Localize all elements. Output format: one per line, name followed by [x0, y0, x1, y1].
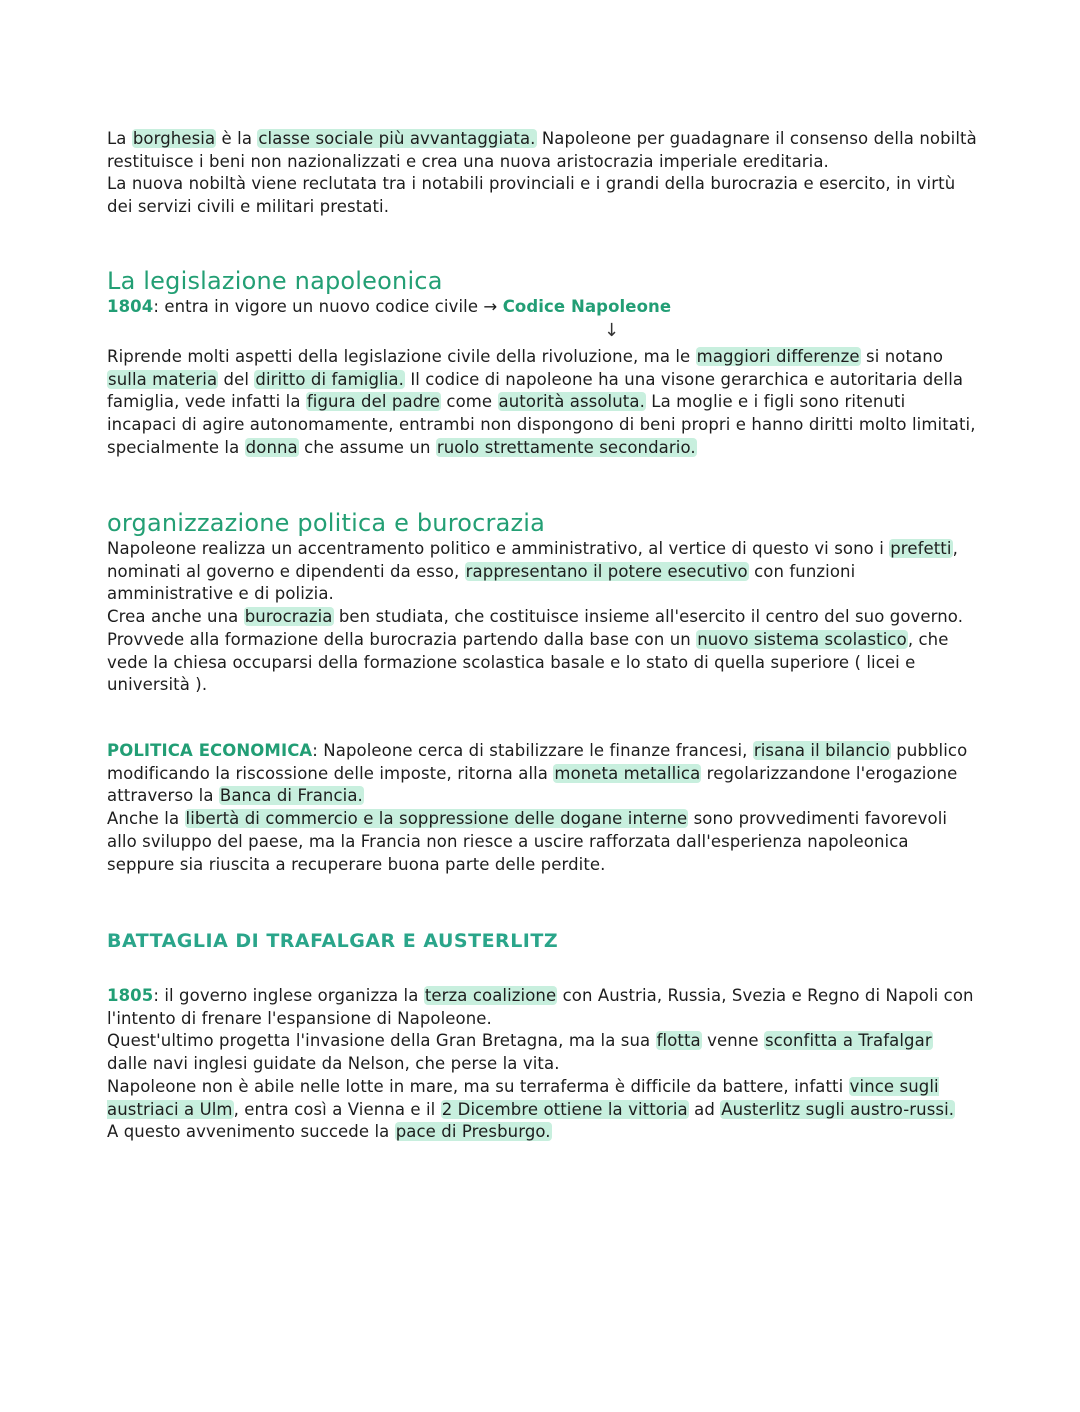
text: La moglie e i figli sono ritenuti incapaci di agire autonomamente, entrambi non dispongono di beni propri e hanno diritti molto limitati, specialmente la [107, 392, 976, 457]
text: , che vede la chiesa occuparsi della formazione scolastica basale e lo stato di quella superiore ( licei e università ). [107, 629, 949, 695]
text: venne [701, 1031, 764, 1051]
text: La [107, 129, 132, 148]
text: del [218, 369, 255, 389]
text: Il codice di napoleone ha una visone gerarchica e autoritaria della famiglia, vede infatti la [107, 369, 964, 412]
section-title: BATTAGLIA DI TRAFALGAR E AUSTERLITZ [107, 930, 559, 952]
highlight: autorità assoluta. [498, 392, 645, 412]
legislation-paragraph [107, 346, 977, 460]
text: con Austria, Russia, Svezia e Regno di Napoli con l'intento di frenare l'espansione di Napoleone. [107, 986, 974, 1028]
text: ben studiata, che costituisce insieme all'esercito il centro del suo governo. [333, 607, 964, 627]
arrow-down-icon: ↓ [604, 320, 620, 341]
highlight: sulla materia [108, 369, 218, 389]
commerce-paragraph [107, 808, 977, 876]
highlight: moneta metallica [554, 763, 701, 783]
highlight: borghesia [132, 129, 216, 148]
legislation-section [107, 266, 977, 319]
highlight: donna [245, 437, 298, 457]
economic-section [107, 740, 977, 876]
highlight: Banca di Francia. [219, 786, 363, 806]
section-title: La legislazione napoleonica [107, 267, 443, 295]
highlight: risana il bilancio [753, 741, 890, 760]
scuola-paragraph [107, 629, 977, 697]
text: è la [216, 129, 258, 148]
text: A questo avvenimento succede la [107, 1122, 395, 1142]
highlight: prefetti [890, 539, 952, 558]
organization-section [107, 508, 977, 697]
highlight: figura del padre [306, 392, 441, 412]
presburgo-paragraph [107, 1121, 977, 1144]
text: Provvede alla formazione della burocrazia partendo dalla base con un [107, 629, 697, 649]
intro-paragraph [107, 128, 977, 173]
battle-section [107, 929, 977, 953]
text: pubblico modificando la riscossione delle imposte, ritorna alla [107, 741, 968, 783]
text: che assume un [298, 437, 436, 457]
legislation-body [107, 346, 977, 460]
text: regolarizzandone l'erogazione attraverso la [107, 763, 958, 806]
highlight: nuovo sistema scolastico [697, 629, 907, 649]
highlight: classe sociale più avvantaggiata. [258, 129, 536, 148]
text: Napoleone per guadagnare il consenso della nobiltà restituisce i beni non nazionalizzati e crea una nuova aristocrazia imperiale ereditaria. [107, 129, 977, 171]
text: Napoleone realizza un accentramento politico e amministrativo, al vertice di questo vi sono i [107, 539, 890, 558]
text: Napoleone non è abile nelle lotte in mare, ma su terraferma è difficile da battere, infatti [107, 1076, 849, 1096]
text: Riprende molti aspetti della legislazione civile della rivoluzione, ma le [107, 347, 696, 366]
highlight: maggiori differenze [696, 347, 860, 366]
year-label: 1805 [107, 986, 154, 1005]
code-name: Codice Napoleone [502, 297, 672, 316]
text: ad [688, 1099, 721, 1119]
section-title: organizzazione politica e burocrazia [107, 509, 546, 537]
text: , entra così a Vienna e il [233, 1099, 441, 1119]
highlight: 2 Dicembre ottiene la vittoria [441, 1099, 688, 1119]
text: come [441, 392, 498, 412]
trafalgar-paragraph [107, 1030, 977, 1075]
highlight: pace di Presburgo. [395, 1122, 551, 1142]
year-label: 1804 [107, 297, 154, 316]
coalition-paragraph [107, 985, 977, 1030]
highlight: ruolo strettamente secondario. [436, 437, 696, 457]
burocrazia-paragraph [107, 606, 977, 629]
highlight: burocrazia [244, 607, 333, 627]
highlight: libertà di commercio e la soppressione delle dogane interne [185, 809, 688, 829]
nobility-paragraph: La nuova nobiltà viene reclutata tra i notabili provinciali e i grandi della burocrazia e esercito, in virtù dei servizi civili e militari prestati. [107, 174, 956, 217]
text: : il governo inglese organizza la [153, 986, 424, 1005]
text: : entra in vigore un nuovo codice civile → [153, 297, 503, 316]
austerlitz-paragraph [107, 1076, 977, 1121]
text: : Napoleone cerca di stabilizzare le finanze francesi, [312, 741, 753, 760]
intro-section [107, 128, 977, 219]
text: sono provvedimenti favorevoli allo sviluppo del paese, ma la Francia non riesce a uscire rafforzata dall'esperienza napoleonica seppure sia riuscita a recuperare buona parte delle perdite. [107, 809, 948, 874]
economic-paragraph [107, 740, 977, 808]
codice-line [107, 296, 977, 319]
text: Crea anche una [107, 607, 244, 627]
text: dalle navi inglesi guidate da Nelson, che perse la vita. [107, 1054, 560, 1074]
highlight: rappresentano il potere esecutivo [465, 561, 748, 581]
prefetti-paragraph [107, 538, 977, 606]
highlight: sconfitta a Trafalgar [764, 1031, 932, 1051]
highlight: Austerlitz sugli austro-russi. [721, 1099, 955, 1119]
text: con funzioni amministrative e di polizia. [107, 561, 856, 604]
text: Anche la [107, 809, 185, 829]
highlight: diritto di famiglia. [255, 369, 404, 389]
battle-body [107, 985, 977, 1144]
highlight: terza coalizione [424, 986, 557, 1005]
text: Quest'ultimo progetta l'invasione della Gran Bretagna, ma la sua [107, 1031, 656, 1051]
section-label: POLITICA ECONOMICA [107, 741, 313, 760]
text: si notano [860, 347, 944, 366]
highlight: vince sugli austriaci a Ulm [107, 1076, 939, 1119]
highlight: flotta [656, 1031, 701, 1051]
text: , nominati al governo e dipendenti da esso, [107, 539, 958, 581]
